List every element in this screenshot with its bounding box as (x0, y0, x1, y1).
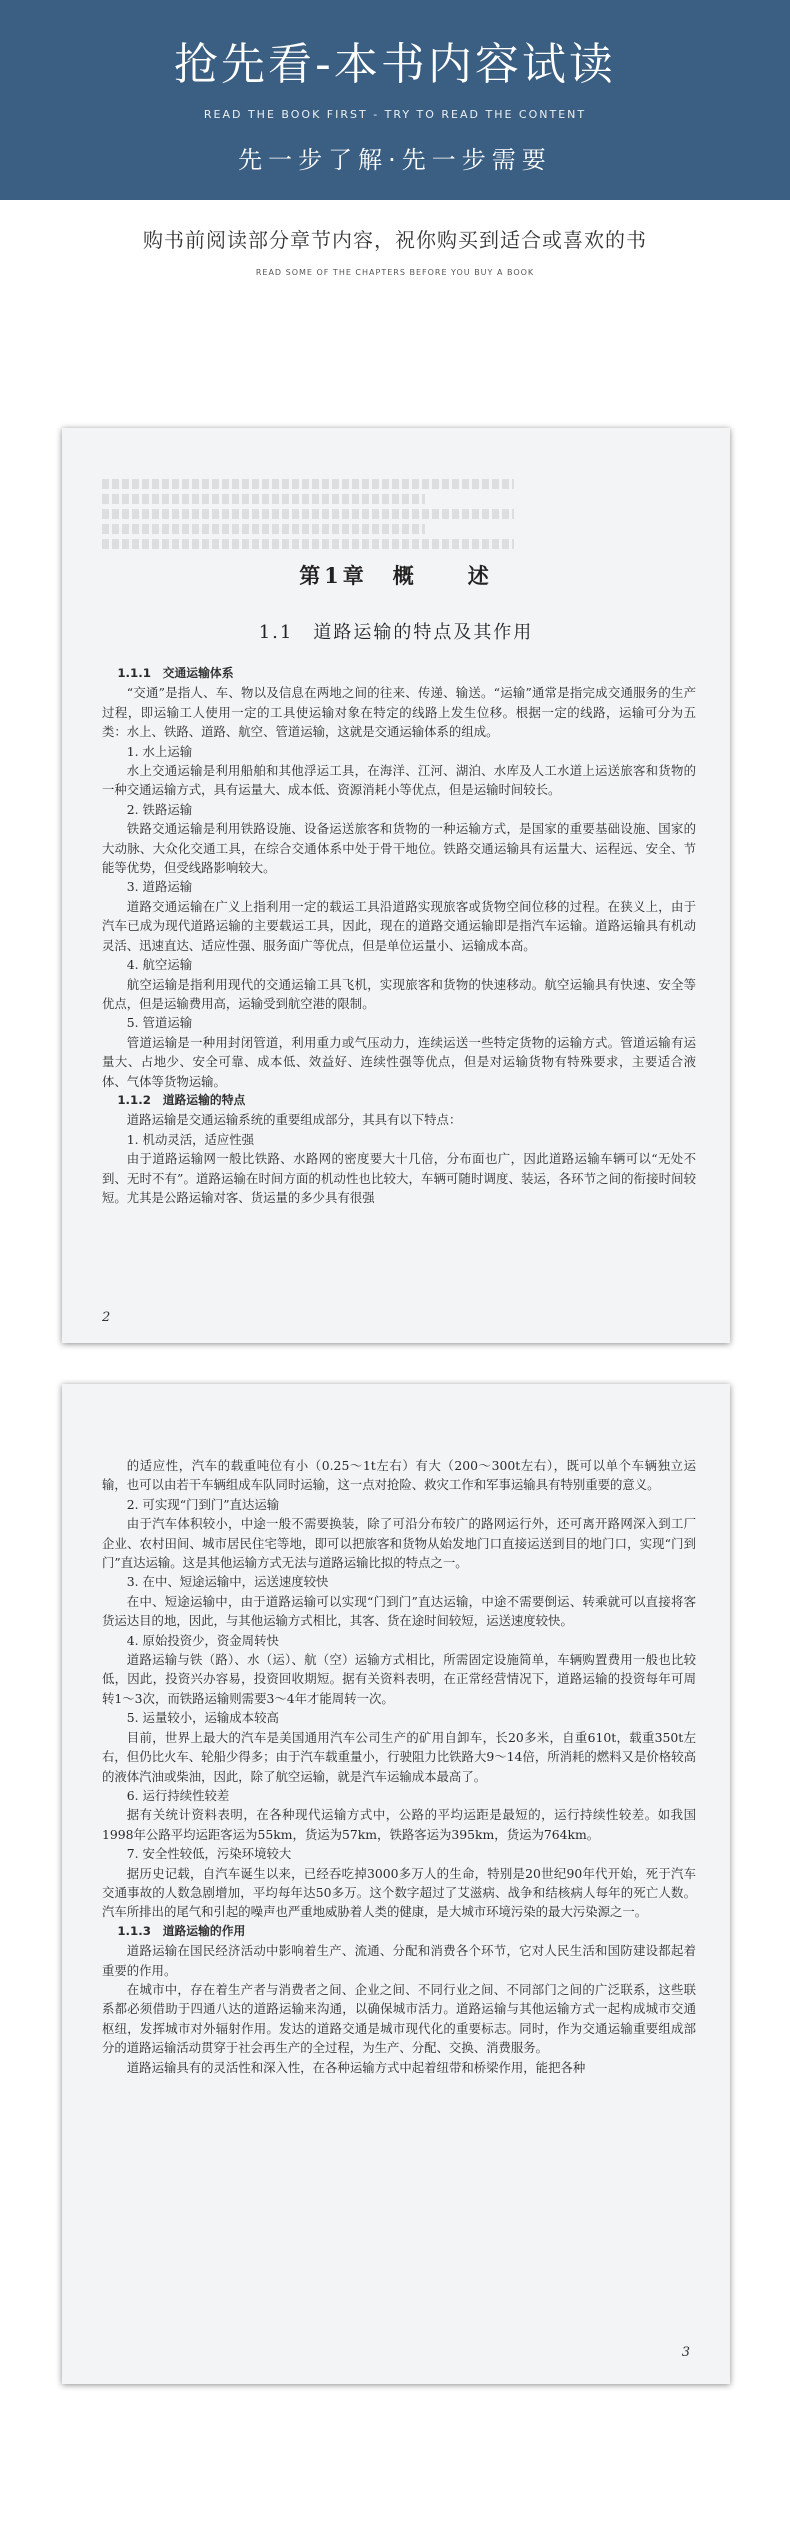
list-heading: 4. 原始投资少，资金周转快 (126, 1632, 279, 1648)
paragraph: 目前，世界上最大的汽车是美国通用汽车公司生产的矿用自卸车，长20多米，自重610t，载重350t左右，但仍比火车、轮船少得多；由于汽车载重量小，行驶阻力比铁路大9～14倍，所消耗的燃料又是价格较高的液体汽油或柴油，因此，除了航空运输，就是汽车运输成本最高了。 (102, 1729, 696, 1784)
page-number: 2 (102, 1310, 111, 1325)
page-body (102, 1456, 696, 2077)
banner-title: 抢先看-本书内容试读 (174, 39, 616, 90)
paragraph: 由于道路运输网一般比铁路、水路网的密度要大十几倍，分布面也广，因此道路运输车辆可以“无处不到、无时不有”。道路运输在时间方面的机动性也比较大，车辆可随时调度、装运，各环节之间的衔接时间较短。尤其是公路运输对客、货运量的多少具有很强 (102, 1151, 696, 1205)
paragraph: 据有关统计资料表明，在各种现代运输方式中，公路的平均运距是最短的，运行持续性较差。如我国1998年公路平均运距客运为55km，货运为57km，铁路客运为395km，货运为764km。 (102, 1807, 696, 1842)
book-page-2 (62, 428, 730, 1343)
list-heading: 4. 航空运输 (126, 957, 193, 973)
list-heading: 2. 可实现“门到门”直达运输 (126, 1496, 280, 1512)
intro-text-en: READ SOME OF THE CHAPTERS BEFORE YOU BUY A BOOK (255, 268, 535, 277)
banner-subtitle-en: READ THE BOOK FIRST - TRY TO READ THE CONTENT (203, 108, 587, 121)
paragraph: 由于汽车体积较小，中途一般不需要换装，除了可沿分布较广的路网运行外，还可离开路网深入到工厂企业、农村田间、城市居民住宅等地，即可以把旅客和货物从始发地门口直接运送到目的地门口，实现“门到门”直达运输。这是其他运输方式无法与道路运输比拟的特点之一。 (102, 1516, 696, 1571)
page-number: 3 (681, 2345, 690, 2360)
paragraph: 道路运输是交通运输系统的重要组成部分，其具有以下特点： (126, 1112, 462, 1128)
list-heading: 7. 安全性较低，污染环境较大 (126, 1846, 292, 1862)
list-heading: 3. 道路运输 (126, 879, 193, 895)
paragraph: 在城市中，存在着生产者与消费者之间、企业之间、不同行业之间、不同部门之间的广泛联系，这些联系都必须借助于四通八达的道路运输来沟通，以确保城市活力。道路运输与其他运输方式一起构成城市交通枢纽，发挥城市对外辐射作用。发达的道路交通是城市现代化的重要标志。同时，作为交通运输重要组成部分的道路运输活动贯穿于社会再生产的全过程，为生产、分配、交换、消费服务。 (102, 1981, 696, 2056)
bleed-through-text (102, 474, 690, 566)
paragraph: 航空运输是指利用现代的交通运输工具飞机，实现旅客和货物的快速移动。航空运输具有快速、安全等优点，但是运输费用高，运输受到航空港的限制。 (102, 976, 696, 1011)
list-heading: 5. 运量较小，运输成本较高 (126, 1710, 279, 1726)
paragraph: 道路运输与铁（路）、水（运）、航（空）运输方式相比，所需固定设施简单，车辆购置费用一般也比较低，因此，投资兴办容易，投资回收期短。据有关资料表明，在正常经营情况下，道路运输的投资每年可周转1～3次，而铁路运输则需要3～4年才能周转一次。 (102, 1652, 696, 1706)
paragraph: 在中、短途运输中，由于道路运输可以实现“门到门”直达运输，中途不需要倒运、转乘就可以直接将客货运达目的地，因此，与其他运输方式相比，其客、货在途时间较短，运送速度较快。 (102, 1593, 696, 1629)
section-title: 1.1 道路运输的特点及其作用 (258, 622, 534, 643)
list-heading: 3. 在中、短途运输中，运送速度较快 (126, 1574, 329, 1590)
banner-slogan: 先一步了解·先一步需要 (238, 146, 552, 174)
paragraph: 铁路交通运输是利用铁路设施、设备运送旅客和货物的一种运输方式，是国家的重要基础设施、国家的大动脉、大众化交通工具，在综合交通体系中处于骨干地位。铁路交通运输具有运量大、运程远、安全、节能等优势，但受线路影响较大。 (102, 821, 696, 876)
list-heading: 5. 管道运输 (126, 1015, 193, 1031)
paragraph: “交通”是指人、车、物以及信息在两地之间的往来、传递、输送。“运输”通常是指完成交通服务的生产过程，即运输工人使用一定的工具使运输对象在特定的线路上发生位移。根据一定的线路，运输可分为五类：水上、铁路、道路、航空、管道运输，这就是交通运输体系的组成。 (102, 685, 696, 740)
list-heading: 2. 铁路运输 (126, 801, 193, 817)
paragraph: 道路运输在国民经济活动中影响着生产、流通、分配和消费各个环节，它对人民生活和国防建设都起着重要的作用。 (102, 1943, 696, 1978)
paragraph: 道路交通运输在广义上指利用一定的载运工具沿道路实现旅客或货物空间位移的过程。在狭义上，由于汽车已成为现代道路运输的主要载运工具，因此，现在的道路交通运输即是指汽车运输。道路运输具有机动灵活、迅速直达、适应性强、服务面广等优点，但是单位运量小、运输成本高。 (102, 898, 696, 953)
list-heading: 1. 水上运输 (126, 743, 193, 759)
paragraph: 道路运输具有的灵活性和深入性，在各种运输方式中起着纽带和桥梁作用，能把各种 (126, 2059, 586, 2075)
paragraph: 据历史记载，自汽车诞生以来，已经吞吃掉3000多万人的生命，特别是20世纪90年代开始，死于汽车交通事故的人数急剧增加，平均每年达50多万。这个数字超过了艾滋病、战争和结核病人每年的死亡人数。汽车所排出的尾气和引起的噪声也严重地威胁着人类的健康，是大城市环境污染的最大污染源之一。 (102, 1865, 696, 1920)
subsection-heading: 1.1.1 交通运输体系 (117, 666, 234, 680)
book-page-3 (62, 1384, 730, 2384)
paragraph: 管道运输是一种用封闭管道，利用重力或气压动力，连续运送一些特定货物的运输方式。管道运输有运量大、占地少、安全可靠、成本低、效益好、连续性强等优点，但是对运输货物有特殊要求，主要适合液体、气体等货物运输。 (102, 1034, 696, 1089)
chapter-title: 第1章 概 述 (299, 563, 493, 588)
paragraph: 的适应性，汽车的载重吨位有小（0.25～1t左右）有大（200～300t左右），既可以单个车辆独立运输，也可以由若干车辆组成车队同时运输，这一点对抢险、救灾工作和军事运输具有特别重要的意义。 (102, 1458, 696, 1493)
list-heading: 1. 机动灵活，适应性强 (126, 1131, 255, 1147)
intro-text: 购书前阅读部分章节内容，祝你购买到适合或喜欢的书 (143, 228, 647, 252)
paragraph: 水上交通运输是利用船舶和其他浮运工具，在海洋、江河、湖泊、水库及人工水道上运送旅客和货物的一种交通运输方式，具有运量大、成本低、资源消耗小等优点，但是运输时间较长。 (102, 763, 696, 798)
subsection-heading: 1.1.2 道路运输的特点 (117, 1092, 246, 1107)
list-heading: 6. 运行持续性较差 (126, 1787, 230, 1803)
subsection-heading: 1.1.3 道路运输的作用 (117, 1923, 246, 1938)
header-banner (0, 0, 790, 200)
page-body (102, 664, 696, 1207)
